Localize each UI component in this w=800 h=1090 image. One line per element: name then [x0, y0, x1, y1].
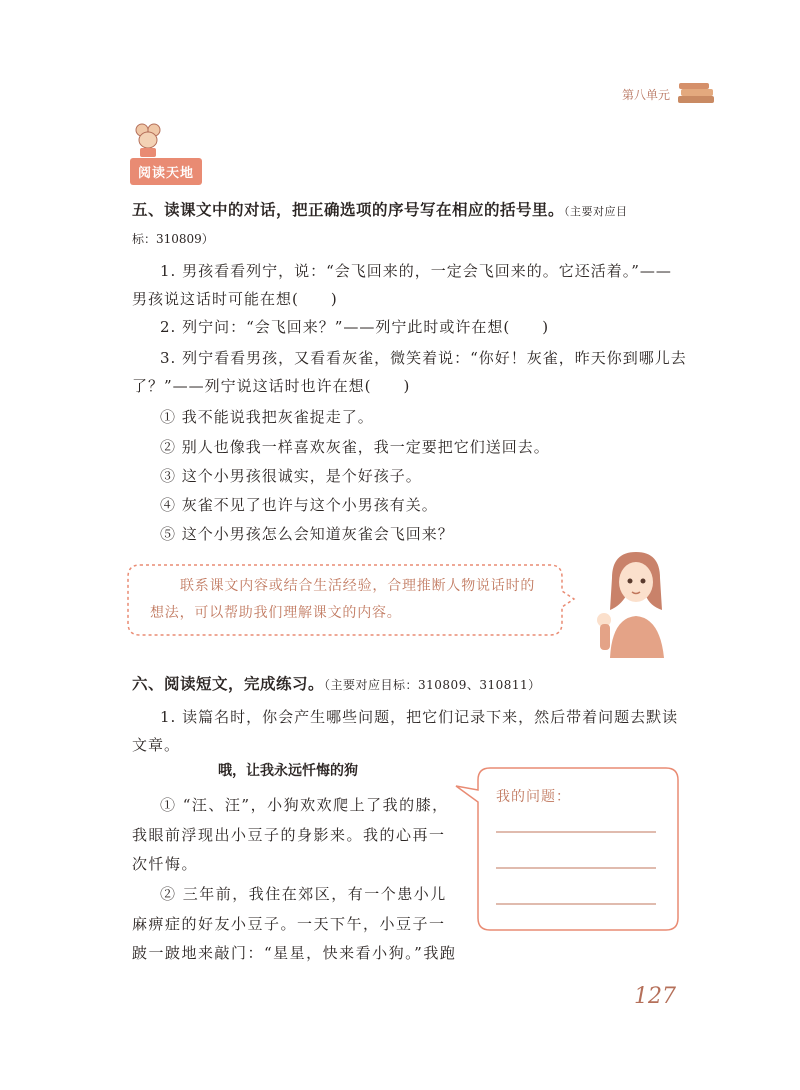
q5-item1-line1: 1. 男孩看看列宁，说：“会飞回来的，一定会飞回来的。它还活着。”——	[160, 262, 672, 280]
q5-item3-line1: 3. 列宁看看男孩，又看看灰雀，微笑着说：“你好！灰雀，昨天你到哪儿去	[160, 349, 687, 367]
story-line: ② 三年前，我住在郊区，有一个患小儿	[160, 885, 447, 903]
q5-tag: 标：310809）	[132, 232, 214, 246]
stack-of-books-icon	[676, 80, 716, 106]
page-number: 127	[634, 984, 676, 1009]
my-questions-label: 我的问题：	[496, 789, 571, 805]
q5-title: 五、读课文中的对话，把正确选项的序号写在相应的括号里。（主要对应目	[132, 200, 628, 219]
story-line: ① “汪、汪”，小狗欢欢爬上了我的膝，	[160, 796, 449, 814]
q5-item2: 2. 列宁问：“会飞回来？”——列宁此时或许在想( )	[160, 318, 550, 336]
option-5: ⑤ 这个小男孩怎么会知道灰雀会飞回来？	[160, 525, 454, 543]
q6-item1-line1: 1. 读篇名时，你会产生哪些问题，把它们记录下来，然后带着问题去默读	[160, 708, 679, 726]
tip-text: 联系课文内容或结合生活经验，合理推断人物说话时的 想法，可以帮助我们理解课文的内容。	[150, 578, 536, 621]
story-line: 跛一跛地来敲门：“星星，快来看小狗。”我跑	[132, 944, 457, 962]
q6-item1-line2: 文章。	[132, 736, 181, 754]
story-line: 我眼前浮现出小豆子的身影来。我的心再一	[132, 826, 446, 844]
section-badge: 阅读天地	[130, 158, 202, 185]
option-3: ③ 这个小男孩很诚实，是个好孩子。	[160, 467, 422, 485]
option-2: ② 别人也像我一样喜欢灰雀，我一定要把它们送回去。	[160, 438, 550, 456]
story-line: 次忏悔。	[132, 855, 199, 873]
mouse-mascot-icon	[132, 122, 164, 158]
story-title: 哦，让我永远忏悔的狗	[218, 763, 358, 779]
girl-illustration	[590, 548, 680, 658]
option-4: ④ 灰雀不见了也许与这个小男孩有关。	[160, 496, 438, 514]
q6-title: 六、阅读短文，完成练习。（主要对应目标：310809、310811）	[132, 674, 541, 693]
unit-label: 第八单元	[622, 88, 671, 102]
option-1: ① 我不能说我把灰雀捉走了。	[160, 408, 374, 426]
q5-item1-line2: 男孩说这话时可能在想( )	[132, 290, 338, 308]
q5-item3-line2: 了？”——列宁说这话时也许在想( )	[132, 377, 411, 395]
story-line: 麻痹症的好友小豆子。一天下午，小豆子一	[132, 915, 446, 933]
